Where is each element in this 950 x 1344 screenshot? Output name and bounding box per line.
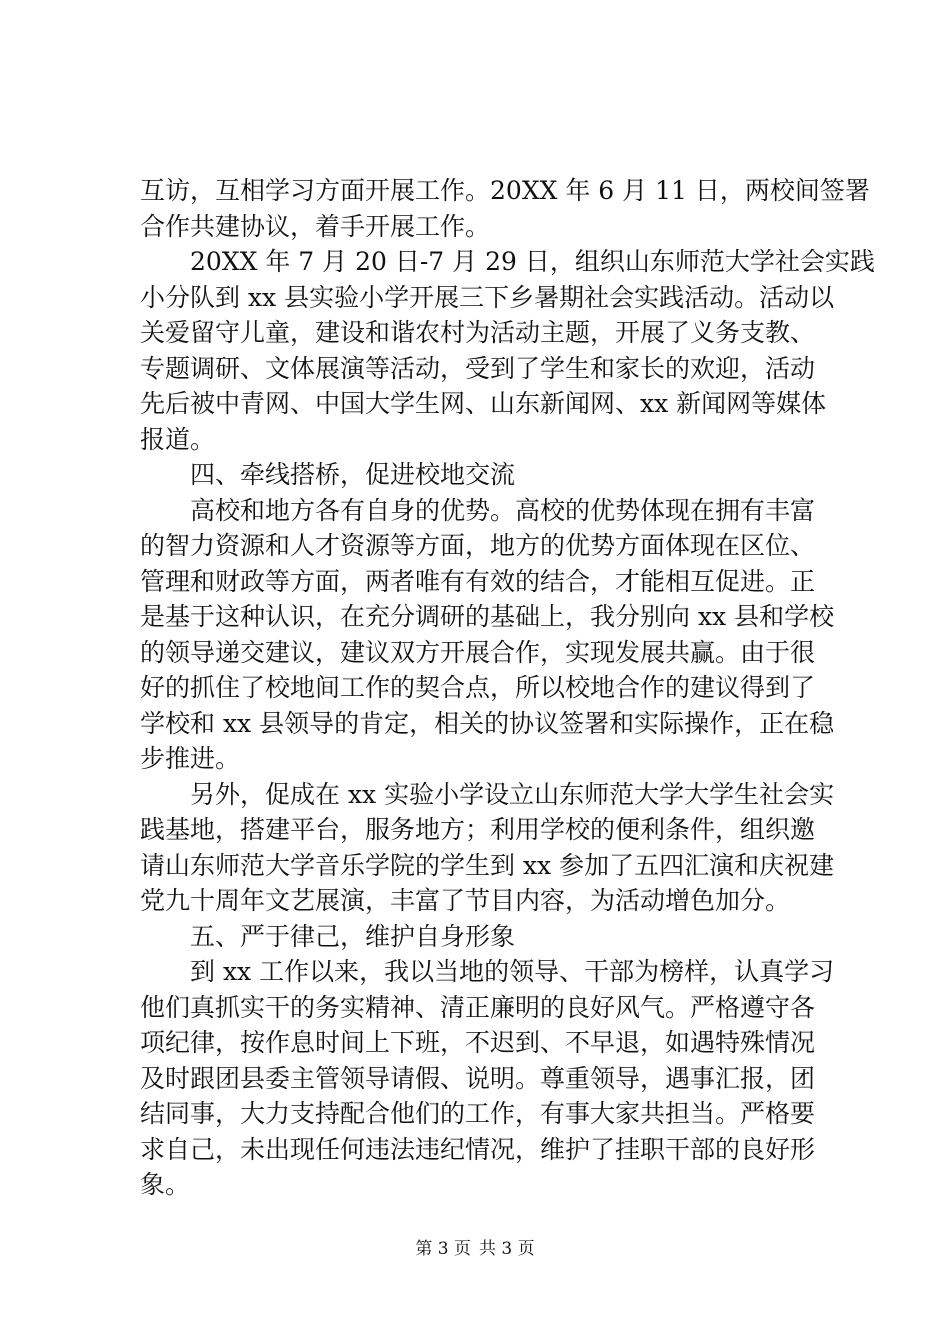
text-line: 另外，促成在 xx 实验小学设立山东师范大学大学生社会实 — [140, 779, 835, 809]
text-line: 互访，互相学习方面开展工作。20XX 年 6 月 11 日，两校间签署 — [140, 176, 870, 205]
text-line: 他们真抓实干的务实精神、清正廉明的良好风气。严格遵守各 — [140, 992, 816, 1022]
text-line: 关爱留守儿童，建设和谐农村为活动主题，开展了义务支教、 — [140, 318, 816, 347]
text-line: 合作共建协议，着手开展工作。 — [140, 211, 491, 241]
text-line: 项纪律，按作息时间上下班，不迟到、不早退，如遇特殊情况 — [140, 1028, 816, 1057]
text-line: 的领导递交建议，建议双方开展合作，实现发展共赢。由于很 — [140, 637, 816, 667]
page-number-current: 第 3 页 — [415, 1239, 471, 1259]
text-line: 请山东师范大学音乐学院的学生到 xx 参加了五四汇演和庆祝建 — [140, 850, 835, 880]
text-line: 高校和地方各有自身的优势。高校的优势体现在拥有丰富 — [140, 495, 816, 525]
text-line: 报道。 — [140, 424, 216, 454]
text-line: 好的抓住了校地间工作的契合点，所以校地合作的建议得到了 — [140, 673, 816, 702]
text-line: 20XX 年 7 月 20 日-7 月 29 日，组织山东师范大学社会实践 — [140, 247, 875, 276]
text-line: 学校和 xx 县领导的肯定，相关的协议签署和实际操作，正在稳 — [140, 708, 835, 738]
text-line: 党九十周年文艺展演，丰富了节目内容，为活动增色加分。 — [140, 886, 791, 915]
text-line: 象。 — [140, 1170, 191, 1199]
text-line: 及时跟团县委主管领导请假、说明。尊重领导，遇事汇报，团 — [140, 1063, 816, 1093]
text-line: 践基地，搭建平台，服务地方；利用学校的便利条件，组织邀 — [140, 815, 816, 844]
text-line: 是基于这种认识，在充分调研的基础上，我分别向 xx 县和学校 — [140, 602, 835, 631]
text-line: 步推进。 — [140, 744, 241, 773]
page-footer — [0, 1238, 950, 1260]
text-line: 的智力资源和人才资源等方面，地方的优势方面体现在区位、 — [140, 531, 816, 560]
text-line: 求自己，未出现任何违法违纪情况，维护了挂职干部的良好形 — [140, 1134, 816, 1164]
document-body — [140, 173, 875, 1203]
text-line: 管理和财政等方面，两者唯有有效的结合，才能相互促进。正 — [140, 566, 816, 596]
text-line: 小分队到 xx 县实验小学开展三下乡暑期社会实践活动。活动以 — [140, 282, 835, 312]
text-line: 结同事，大力支持配合他们的工作，有事大家共担当。严格要 — [140, 1099, 816, 1128]
page-number-total: 共 3 页 — [479, 1239, 535, 1259]
section-heading: 五、严于律己，维护自身形象 — [140, 921, 516, 951]
text-line: 专题调研、文体展演等活动，受到了学生和家长的欢迎，活动 — [140, 353, 816, 383]
text-line: 到 xx 工作以来，我以当地的领导、干部为榜样，认真学习 — [140, 957, 835, 986]
text-line: 先后被中青网、中国大学生网、山东新闻网、xx 新闻网等媒体 — [140, 389, 827, 418]
section-heading: 四、牵线搭桥，促进校地交流 — [140, 460, 516, 489]
